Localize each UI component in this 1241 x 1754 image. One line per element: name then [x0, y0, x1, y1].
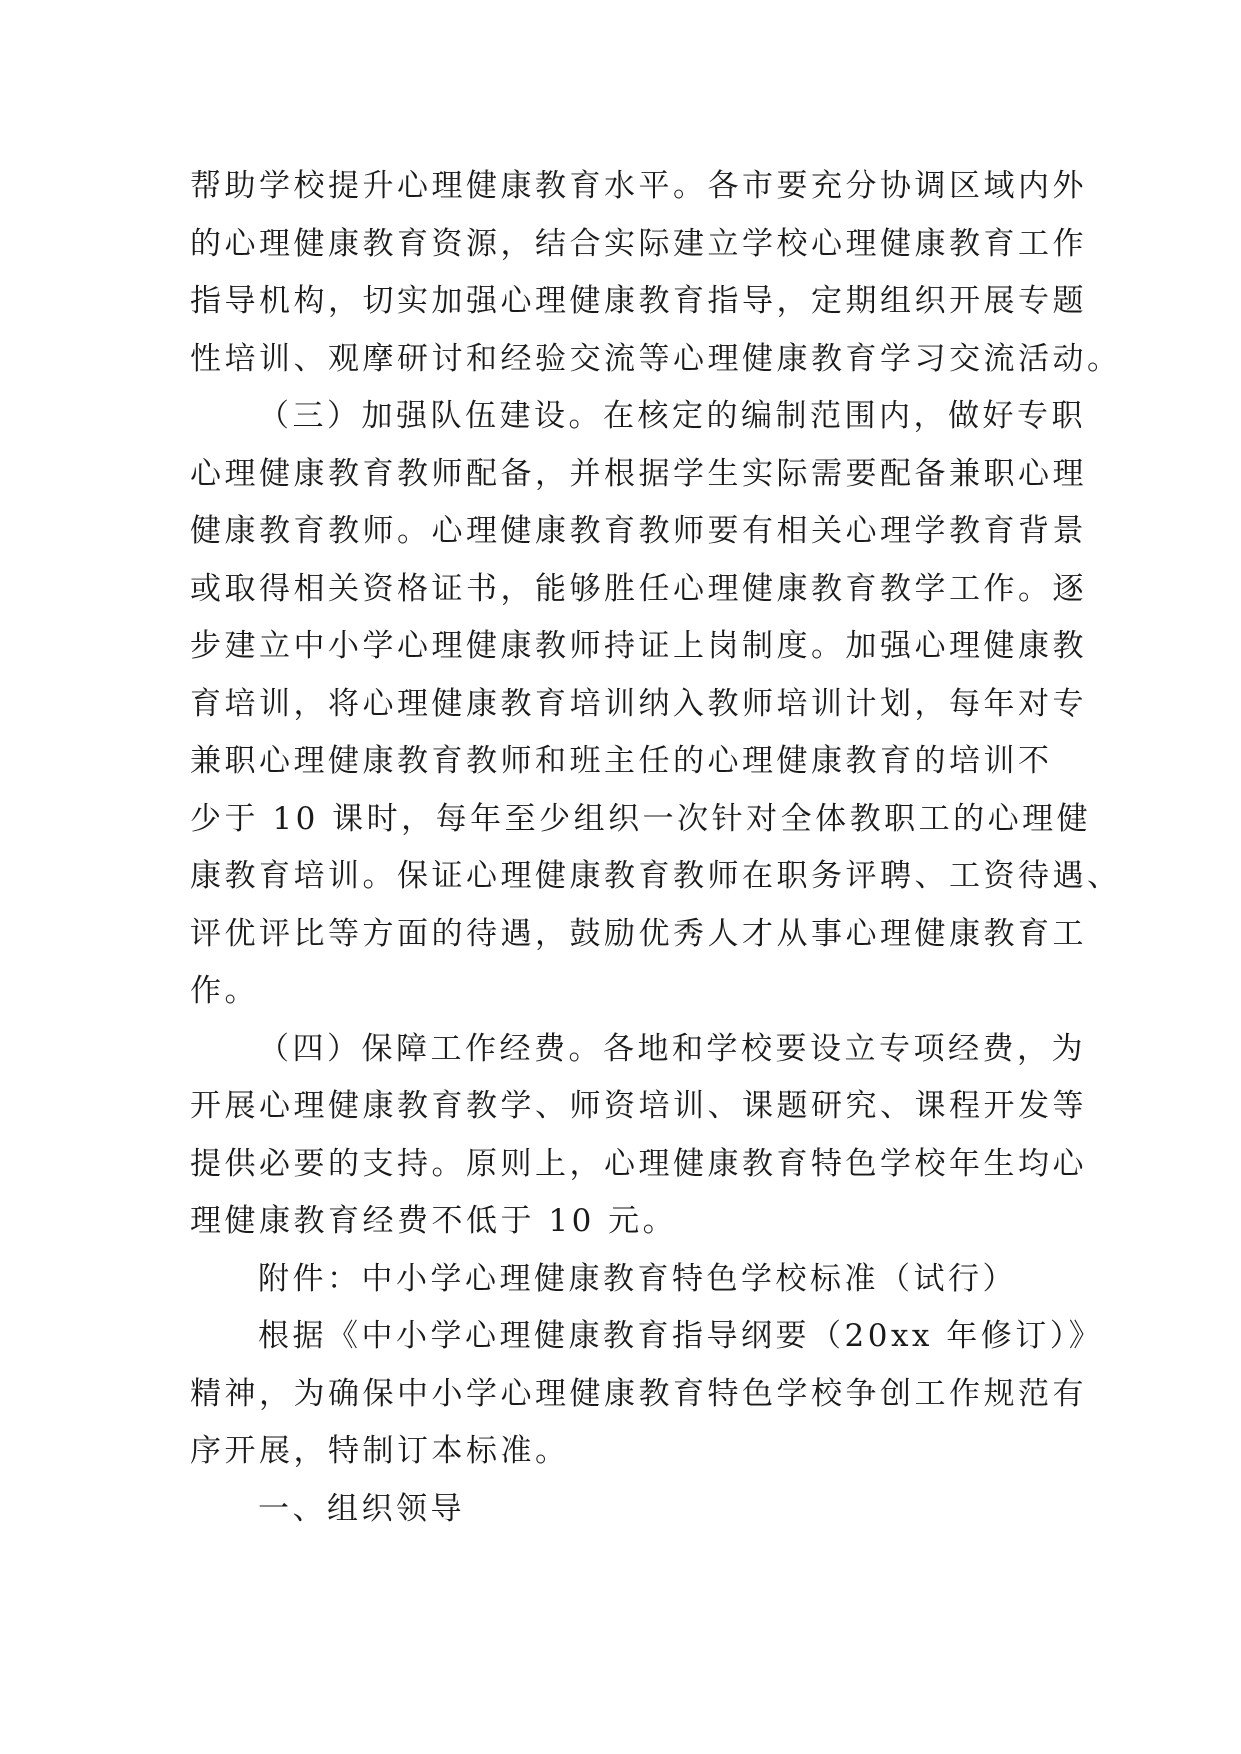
document-body	[190, 158, 1122, 1538]
section-three-heading-line: （三）加强队伍建设。在核定的编制范围内，做好专职	[258, 398, 1086, 434]
text-line: 精神，为确保中小学心理健康教育特色学校争创工作规范有	[190, 1375, 1087, 1412]
section-four-heading-line: （四）保障工作经费。各地和学校要设立专项经费，为	[258, 1030, 1086, 1067]
text-line: 评优评比等方面的待遇，鼓励优秀人才从事心理健康教育工	[190, 915, 1087, 952]
text-line: 康教育培训。保证心理健康教育教师在职务评聘、工资待遇、	[190, 858, 1122, 894]
text-line: 指导机构，切实加强心理健康教育指导，定期组织开展专题	[190, 283, 1087, 319]
text-line: 育培训，将心理健康教育培训纳入教师培训计划，每年对专	[190, 685, 1087, 722]
text-line: 提供必要的支持。原则上，心理健康教育特色学校年生均心	[190, 1145, 1087, 1182]
text-line: 帮助学校提升心理健康教育水平。各市要充分协调区域内外	[190, 168, 1087, 204]
text-line: 性培训、观摩研讨和经验交流等心理健康教育学习交流活动。	[190, 340, 1122, 377]
text-line: 兼职心理健康教育教师和班主任的心理健康教育的培训不	[190, 743, 1053, 779]
text-line: 开展心理健康教育教学、师资培训、课题研究、课程开发等	[190, 1088, 1087, 1124]
text-line: 序开展，特制订本标准。	[190, 1433, 570, 1469]
text-line: 理健康教育经费不低于 10 元。	[190, 1203, 678, 1239]
text-line: 心理健康教育教师配备，并根据学生实际需要配备兼职心理	[190, 455, 1087, 492]
text-line: 少于 10 课时，每年至少组织一次针对全体教职工的心理健	[190, 800, 1092, 837]
text-line: 或取得相关资格证书，能够胜任心理健康教育教学工作。逐	[190, 570, 1087, 607]
text-line: 的心理健康教育资源，结合实际建立学校心理健康教育工作	[190, 225, 1087, 262]
text-line: 根据《中小学心理健康教育指导纲要（20xx 年修订）》	[258, 1318, 1104, 1354]
section-heading-organization: 一、组织领导	[258, 1490, 465, 1527]
text-line: 健康教育教师。心理健康教育教师要有相关心理学教育背景	[190, 513, 1087, 549]
text-line: 作。	[190, 973, 259, 1009]
attachment-title-line: 附件：中小学心理健康教育特色学校标准（试行）	[258, 1260, 1017, 1297]
text-line: 步建立中小学心理健康教师持证上岗制度。加强心理健康教	[190, 628, 1087, 664]
